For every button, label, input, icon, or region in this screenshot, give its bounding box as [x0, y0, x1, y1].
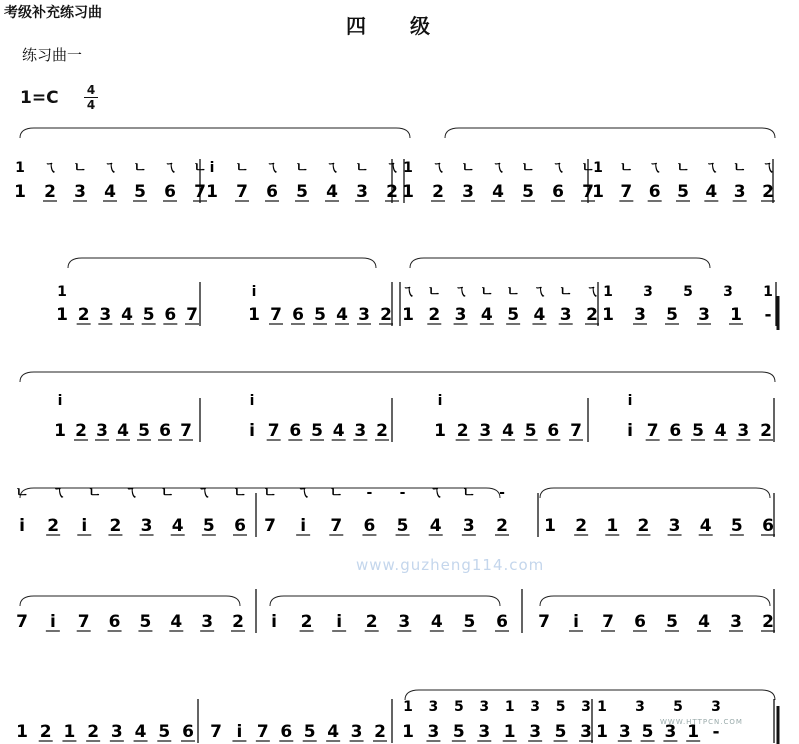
fingering-mark: ㄴ	[87, 485, 102, 501]
fingering-mark: 5	[673, 699, 683, 715]
note: i	[627, 421, 633, 441]
fingering-mark: ㄴ	[676, 160, 690, 176]
note: 6	[547, 421, 560, 441]
note: 2	[762, 612, 774, 632]
note: 1	[63, 722, 76, 742]
slur-line	[68, 258, 376, 268]
note: 1	[248, 305, 260, 325]
note: 2	[47, 516, 60, 536]
fingering-mark: ㄟ	[453, 284, 468, 300]
note: 4	[698, 612, 710, 632]
note: 2	[760, 421, 772, 441]
note: 5	[134, 182, 146, 202]
slur-line	[20, 596, 240, 606]
note: 7	[570, 421, 582, 441]
fingering-mark: 3	[530, 699, 541, 715]
note: 3	[96, 421, 108, 441]
fingering-mark: i	[437, 393, 443, 409]
watermark-url: www.guzheng114.com	[356, 556, 545, 574]
note: 5	[139, 612, 152, 632]
note: 1	[402, 182, 414, 202]
note: 3	[580, 722, 592, 742]
note: 1	[402, 305, 414, 325]
note: 3	[454, 305, 467, 325]
fingering-mark: i	[57, 393, 63, 409]
note: i	[300, 516, 307, 536]
fingering-mark: i	[249, 393, 255, 409]
note: 6	[363, 516, 376, 536]
note: 3	[529, 722, 542, 742]
note: 3	[664, 722, 677, 742]
fingering-mark: ㄴ	[558, 284, 573, 300]
note: 6	[762, 516, 774, 536]
note: 1	[16, 722, 28, 742]
fingering-mark: ㄟ	[532, 284, 547, 300]
slur-line	[270, 596, 500, 606]
fingering-mark: 3	[711, 699, 721, 715]
note: 6	[289, 421, 302, 441]
note: 3	[698, 305, 710, 325]
note: 5	[522, 182, 534, 202]
fingering-mark: ㄟ	[401, 284, 415, 300]
note: 1	[206, 182, 218, 202]
fingering-mark: ㄴ	[462, 485, 476, 501]
note: -	[712, 722, 720, 742]
note: 7	[236, 182, 248, 202]
note: 3	[350, 722, 363, 742]
note: i	[271, 612, 277, 632]
note: 1	[503, 722, 516, 742]
note: 5	[303, 722, 316, 742]
note: 5	[524, 421, 537, 441]
note: 5	[452, 722, 465, 742]
fingering-mark: ㄴ	[73, 160, 87, 176]
fingering-mark: ㄴ	[506, 284, 520, 300]
fingering-mark: 5	[453, 699, 464, 715]
note: 5	[554, 722, 567, 742]
note: 7	[646, 421, 659, 441]
time-signature-bottom: 4	[86, 98, 96, 112]
fingering-mark: ㄴ	[619, 160, 634, 176]
key-signature: 1=C	[20, 88, 59, 108]
exercise-subtitle: 练习曲一	[22, 46, 83, 64]
note: 2	[586, 305, 598, 325]
fingering-mark: ㄟ	[296, 485, 311, 501]
note: 1	[592, 182, 604, 202]
note: 4	[121, 305, 133, 325]
note: 3	[358, 305, 370, 325]
note: 6	[496, 612, 508, 632]
note: 4	[336, 305, 348, 325]
note: 2	[44, 182, 56, 202]
fingering-mark: ㄴ	[160, 485, 175, 501]
note: 4	[699, 516, 712, 536]
note: 2	[762, 182, 774, 202]
fingering-mark: 3	[635, 699, 645, 715]
fingering-mark: ㄟ	[761, 160, 775, 176]
note: 6	[648, 182, 661, 202]
fingering-mark: 1	[603, 284, 613, 300]
note: 4	[502, 421, 514, 441]
note: 6	[164, 182, 176, 202]
note: -	[764, 305, 772, 325]
note: 6	[108, 612, 121, 632]
note: 5	[666, 612, 678, 632]
note: 4	[326, 182, 338, 202]
note: 7	[538, 612, 550, 632]
fingering-mark: ㄟ	[124, 485, 138, 501]
note: 5	[666, 305, 678, 325]
fingering-mark: ㄴ	[263, 485, 277, 501]
fingering-mark: ㄟ	[325, 160, 339, 176]
note: 3	[668, 516, 681, 536]
note: 3	[634, 305, 646, 325]
fingering-mark: ㄴ	[295, 160, 309, 176]
note: 7	[186, 305, 198, 325]
note: 7	[267, 421, 280, 441]
note: 6	[552, 182, 564, 202]
note: 7	[256, 722, 269, 742]
note: 4	[104, 182, 116, 202]
note: i	[249, 421, 255, 441]
fingering-mark: ㄴ	[15, 485, 29, 501]
note: i	[336, 612, 343, 632]
note: 5	[202, 516, 215, 536]
note: 2	[386, 182, 398, 202]
fingering-mark: 1	[403, 699, 413, 715]
note: 4	[171, 516, 184, 536]
note: 3	[354, 421, 367, 441]
note: 5	[396, 516, 409, 536]
collection-header: 考级补充练习曲	[4, 5, 102, 21]
fingering-mark: ㄴ	[521, 160, 535, 176]
note: 3	[140, 516, 153, 536]
note: 5	[677, 182, 689, 202]
note: 6	[669, 421, 682, 441]
fingering-mark: ㄴ	[133, 160, 147, 176]
note: 5	[641, 722, 654, 742]
note: 6	[182, 722, 194, 742]
note: 2	[575, 516, 588, 536]
fingering-mark: 1	[15, 160, 25, 176]
note: 5	[296, 182, 308, 202]
slur-line	[20, 128, 410, 138]
fingering-mark: ㄴ	[461, 160, 475, 176]
note: 2	[109, 516, 122, 536]
corner-watermark: WWW.HTTPCN.COM	[660, 718, 743, 726]
note: 6	[164, 305, 177, 325]
note: 1	[730, 305, 742, 325]
note: 5	[142, 305, 155, 325]
fingering-mark: ㄟ	[196, 485, 211, 501]
fingering-mark: 3	[581, 699, 591, 715]
note: 3	[733, 182, 746, 202]
note: 1	[606, 516, 619, 536]
note: 4	[332, 421, 345, 441]
fingering-mark: ㄟ	[265, 160, 279, 176]
fingering-mark: ㄟ	[43, 160, 57, 176]
note: 3	[427, 722, 440, 742]
note: 5	[463, 612, 476, 632]
fingering-mark: ㄴ	[193, 160, 207, 176]
fingering-mark: 3	[479, 699, 490, 715]
fingering-mark: 1	[403, 160, 413, 176]
fingering-mark: ㄟ	[704, 160, 719, 176]
note: 2	[637, 516, 650, 536]
note: 2	[365, 612, 378, 632]
note: 3	[398, 612, 411, 632]
fingering-mark: ㄴ	[355, 160, 369, 176]
note: 7	[602, 612, 614, 632]
note: 4	[117, 421, 129, 441]
note: 1	[56, 305, 68, 325]
fingering-mark: ㄟ	[103, 160, 117, 176]
fingering-mark: ㄟ	[431, 160, 445, 176]
note: 7	[77, 612, 90, 632]
fingering-mark: ㄴ	[233, 485, 247, 501]
note: 3	[110, 722, 123, 742]
fingering-mark: 5	[555, 699, 566, 715]
note: 2	[87, 722, 100, 742]
fingering-mark: 3	[643, 284, 653, 300]
note: 7	[194, 182, 206, 202]
note: 4	[492, 182, 504, 202]
note: 2	[496, 516, 508, 536]
note: 3	[462, 182, 474, 202]
note: 4	[429, 516, 442, 536]
note: 5	[158, 722, 171, 742]
note: 7	[330, 516, 343, 536]
note: 2	[374, 722, 386, 742]
fingering-mark: 3	[428, 699, 439, 715]
note: i	[236, 722, 243, 742]
note: i	[573, 612, 579, 632]
note: 3	[618, 722, 631, 742]
note: 7	[620, 182, 633, 202]
note: 6	[234, 516, 246, 536]
note: 4	[134, 722, 147, 742]
grade-title: 四级	[346, 14, 474, 38]
note: 1	[602, 305, 614, 325]
note: 5	[314, 305, 326, 325]
fingering-mark: ㄟ	[163, 160, 177, 176]
note: 1	[14, 182, 26, 202]
slur-line	[540, 596, 770, 606]
note: 2	[75, 421, 87, 441]
note: 2	[376, 421, 388, 441]
note: 4	[327, 722, 340, 742]
note: 2	[77, 305, 90, 325]
fingering-mark: ㄴ	[427, 284, 442, 300]
fingering-mark: ㄟ	[385, 160, 399, 176]
note: 4	[533, 305, 546, 325]
fingering-mark: 1	[763, 284, 773, 300]
note: 2	[39, 722, 52, 742]
note: 5	[692, 421, 704, 441]
fingering-mark: 1	[504, 699, 515, 715]
note: 3	[737, 421, 750, 441]
fingering-mark: 3	[723, 284, 733, 300]
fingering-mark: i	[627, 393, 633, 409]
note: 5	[507, 305, 520, 325]
note: 1	[434, 421, 446, 441]
note: 7	[270, 305, 282, 325]
note: i	[49, 612, 56, 632]
fingering-mark: 1	[597, 699, 607, 715]
note: 3	[479, 421, 492, 441]
note: 6	[159, 421, 171, 441]
note: i	[19, 516, 25, 536]
note: 1	[402, 722, 414, 742]
note: 3	[559, 305, 572, 325]
note: 5	[311, 421, 323, 441]
note: 7	[180, 421, 192, 441]
note: 6	[266, 182, 278, 202]
note: 6	[634, 612, 646, 632]
note: 5	[138, 421, 150, 441]
note: i	[81, 516, 88, 536]
fingering-mark: i	[251, 284, 257, 300]
fingering-mark: ㄟ	[491, 160, 505, 176]
fingering-mark: -	[499, 485, 505, 501]
note: 3	[201, 612, 214, 632]
note: 3	[99, 305, 112, 325]
note: 6	[292, 305, 304, 325]
fingering-mark: 5	[683, 284, 693, 300]
note: 2	[380, 305, 392, 325]
fingering-mark: ㄴ	[235, 160, 249, 176]
note: 3	[478, 722, 491, 742]
slur-line	[410, 258, 710, 268]
fingering-mark: ㄟ	[647, 160, 662, 176]
slur-line	[540, 488, 770, 498]
fingering-mark: ㄟ	[428, 485, 443, 501]
fingering-mark: ㄴ	[581, 160, 595, 176]
note: 6	[280, 722, 293, 742]
fingering-mark: -	[366, 485, 373, 501]
note: 3	[730, 612, 742, 632]
note: 2	[232, 612, 244, 632]
note: 2	[432, 182, 444, 202]
note: 7	[264, 516, 276, 536]
fingering-mark: -	[399, 485, 406, 501]
note: 5	[730, 516, 743, 536]
note: 1	[54, 421, 66, 441]
fingering-mark: ㄴ	[329, 485, 344, 501]
note: 4	[170, 612, 183, 632]
time-signature-top: 4	[86, 83, 96, 97]
note: 3	[74, 182, 86, 202]
fingering-mark: ㄟ	[51, 485, 66, 501]
note: 2	[456, 421, 469, 441]
note: 1	[544, 516, 556, 536]
fingering-mark: 1	[57, 284, 67, 300]
note: 3	[462, 516, 475, 536]
note: 1	[596, 722, 608, 742]
slur-line	[20, 372, 775, 382]
note: 7	[16, 612, 28, 632]
note: 4	[480, 305, 493, 325]
fingering-mark: ㄴ	[480, 284, 494, 300]
note: 4	[714, 421, 727, 441]
note: 4	[430, 612, 443, 632]
note: 7	[582, 182, 594, 202]
note: 3	[356, 182, 368, 202]
slur-line	[445, 128, 775, 138]
fingering-mark: i	[209, 160, 215, 176]
fingering-mark: ㄟ	[585, 284, 599, 300]
note: 7	[210, 722, 222, 742]
fingering-mark: ㄴ	[732, 160, 747, 176]
note: 4	[705, 182, 718, 202]
fingering-mark: ㄟ	[551, 160, 565, 176]
note: 2	[428, 305, 441, 325]
note: 2	[300, 612, 313, 632]
note: 1	[687, 722, 700, 742]
fingering-mark: 1	[593, 160, 603, 176]
